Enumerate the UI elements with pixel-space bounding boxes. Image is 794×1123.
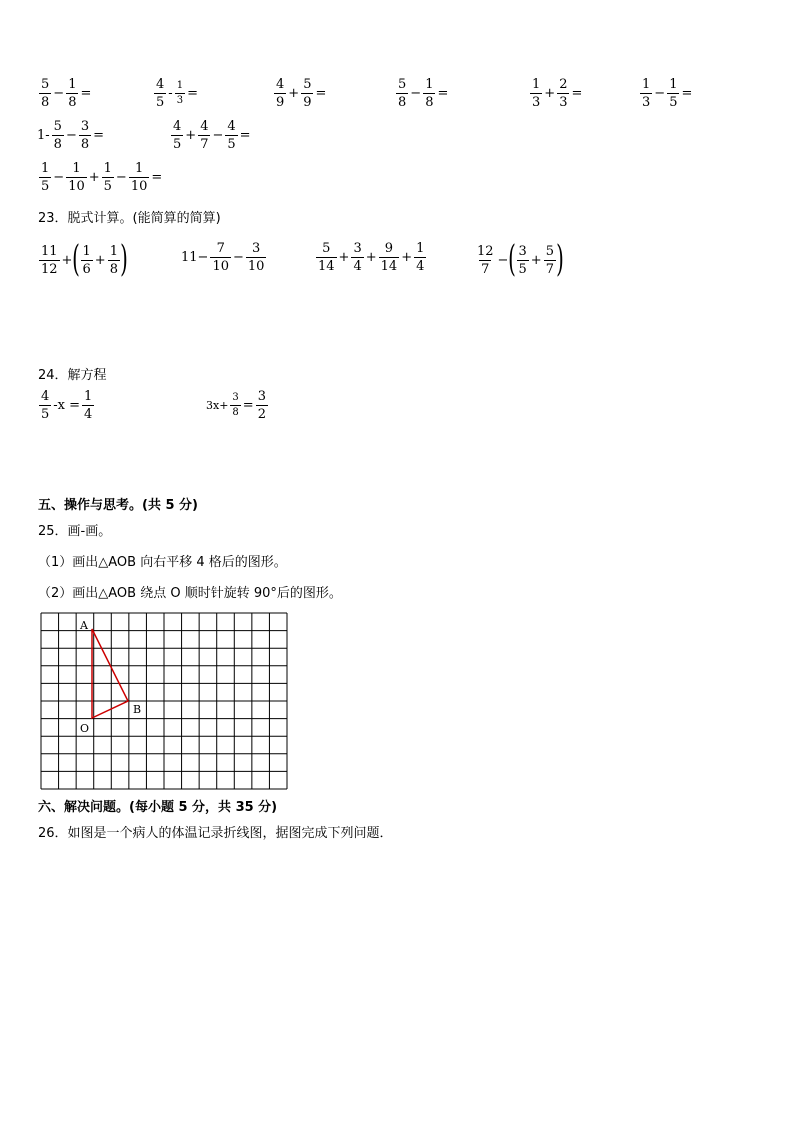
q24-title: 24．解方程 <box>38 368 107 383</box>
triangle-aob <box>92 629 128 718</box>
q25-part-2: （2）画出△AOB 绕点 O 顺时针旋转 90°后的图形。 <box>38 586 342 601</box>
section5-title: 五、操作与思考。(共 5 分) <box>38 498 198 513</box>
q25-title: 25．画-画。 <box>38 524 112 539</box>
q23-expr-2: 11− $\frac{7}{10}$ − $\frac{3}{10}$ <box>181 241 265 274</box>
label-b: B <box>133 703 142 716</box>
q23-expr-1: $\frac{11}{12}$ + ( $\frac{1}{6}$ + $\frac{1}{8}$ ) <box>41 239 128 280</box>
row1-expr-3: $\frac{4}{9}$ + $\frac{5}{9}$ = <box>276 77 327 110</box>
row1-expr-6: $\frac{1}{3}$ − $\frac{1}{5}$ = <box>642 77 693 110</box>
row2-expr-1: 1- $\frac{5}{8}$ − $\frac{3}{8}$ = <box>37 119 105 152</box>
row1-expr-5: $\frac{1}{3}$ + $\frac{2}{3}$ = <box>532 77 583 110</box>
row1-expr-2: $\frac{4}{5}$ - $\frac{1}{3}$ = <box>156 77 198 110</box>
grid-lines <box>41 613 287 789</box>
row2-expr-2: $\frac{4}{5}$ + $\frac{4}{7}$ − $\frac{4}{5}$ = <box>173 119 251 152</box>
row3-expr: $\frac{1}{5}$ − $\frac{1}{10}$ + $\frac{1}{5}$ − $\frac{1}{10}$ = <box>41 161 163 194</box>
triangle-grid-figure <box>40 612 288 790</box>
section6-title: 六、解决问题。(每小题 5 分，共 35 分) <box>38 800 278 815</box>
label-o: O <box>80 722 90 735</box>
q25-part-1: （1）画出△AOB 向右平移 4 格后的图形。 <box>38 555 287 570</box>
row1-expr-1: $\frac{5}{8}$ − $\frac{1}{8}$ = <box>41 77 92 110</box>
q23-expr-3: $\frac{5}{14}$ + $\frac{3}{4}$ + $\frac{9}{14}$ + $\frac{1}{4}$ <box>318 241 425 274</box>
label-a: A <box>80 619 88 632</box>
row1-expr-4: $\frac{5}{8}$ − $\frac{1}{8}$ = <box>398 77 449 110</box>
q23-expr-4: $\frac{12}{7}$ − ( $\frac{3}{5}$ + $\frac{5}{7}$ ) <box>477 239 564 280</box>
q26-title: 26．如图是一个病人的体温记录折线图，据图完成下列问题． <box>38 826 393 841</box>
q24-equation-2: 3x+ $\frac{3}{8}$ = $\frac{3}{2}$ <box>206 389 266 422</box>
q24-equation-1: $\frac{4}{5}$ -x = $\frac{1}{4}$ <box>41 389 93 422</box>
q23-title: 23．脱式计算。(能简算的简算) <box>38 211 221 226</box>
